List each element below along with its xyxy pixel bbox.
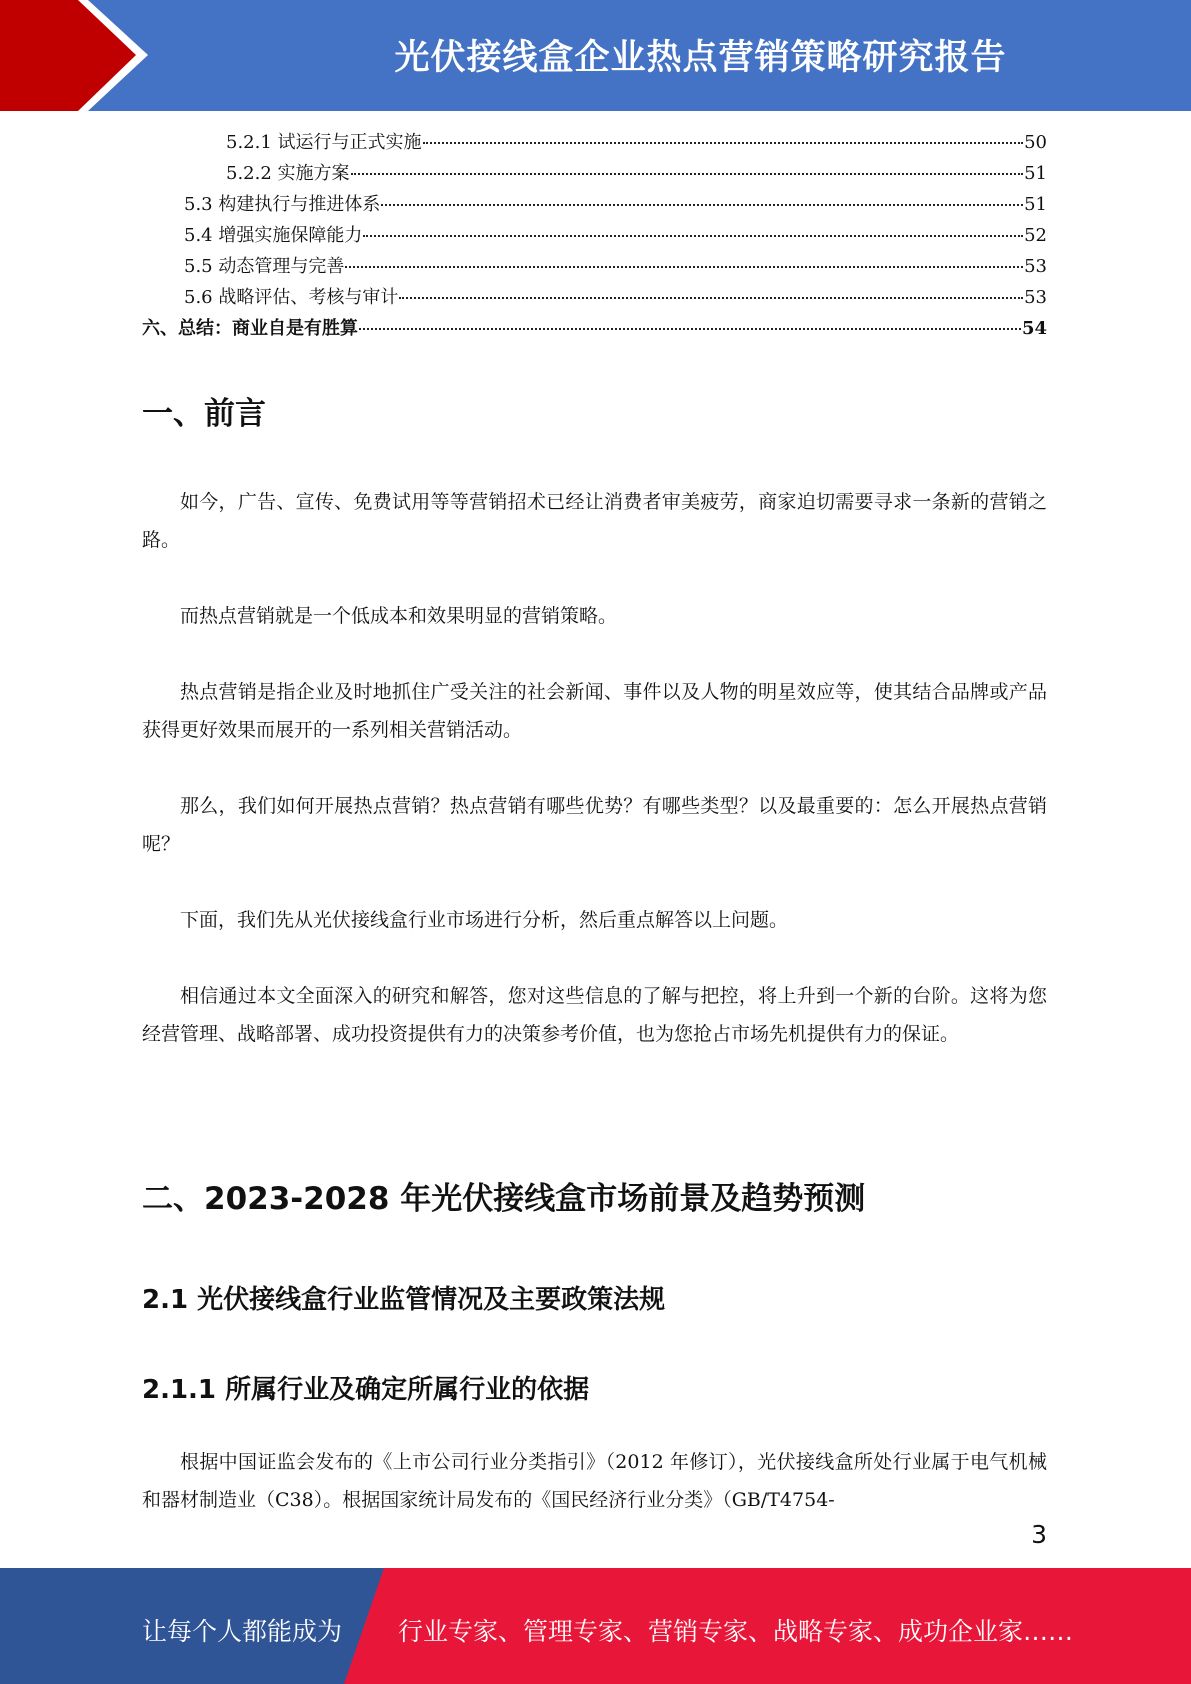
- footer-slogan-left: 让每个人都能成为: [142, 1617, 343, 1646]
- toc-entry-label: 5.4 增强实施保障能力: [184, 225, 363, 246]
- section-heading-market-forecast: 二、2023-2028 年光伏接线盒市场前景及趋势预测: [142, 1181, 866, 1217]
- body-paragraph: 如今，广告、宣传、免费试用等等营销招术已经让消费者审美疲劳，商家迫切需要寻求一条新的营销之路。: [142, 491, 1047, 551]
- toc-entry-label: 六、总结：商业自是有胜算: [142, 318, 358, 339]
- body-paragraph: 热点营销是指企业及时地抓住广受关注的社会新闻、事件以及人物的明星效应等，使其结合品牌或产品获得更好效果而展开的一系列相关营销活动。: [142, 681, 1047, 741]
- body-paragraph: 下面，我们先从光伏接线盒行业市场进行分析，然后重点解答以上问题。: [180, 909, 789, 931]
- toc-leader-dots: [381, 204, 1023, 206]
- body-paragraph: 而热点营销就是一个低成本和效果明显的营销策略。: [180, 605, 618, 627]
- body-paragraph: 根据中国证监会发布的《上市公司行业分类指引》（2012 年修订），光伏接线盒所处行业属于电气机械和器材制造业（C38）。根据国家统计局发布的《国民经济行业分类》（GB/T4754-: [142, 1451, 1047, 1511]
- toc-entry[interactable]: [142, 314, 1047, 345]
- footer-slogan-right: 行业专家、管理专家、营销专家、战略专家、成功企业家……: [398, 1617, 1074, 1646]
- toc-entry-page: 53: [1024, 287, 1047, 308]
- toc-entry-label: 5.5 动态管理与完善: [184, 256, 345, 277]
- toc-entry-page: 51: [1024, 163, 1047, 184]
- toc-entry-label: 5.6 战略评估、考核与审计: [184, 287, 399, 308]
- page-number: 3: [1031, 1520, 1047, 1549]
- toc-entry-label: 5.2.2 实施方案: [226, 163, 350, 184]
- toc-leader-dots: [363, 235, 1023, 237]
- subsubsection-heading: 2.1.1 所属行业及确定所属行业的依据: [142, 1375, 590, 1405]
- toc-entry-page: 53: [1024, 256, 1047, 277]
- toc-entry-page: 50: [1024, 132, 1047, 153]
- header-banner: [0, 0, 1191, 111]
- toc-entry[interactable]: [142, 128, 1047, 159]
- toc-leader-dots: [345, 266, 1023, 268]
- toc-entry[interactable]: [142, 159, 1047, 190]
- toc-entry-label: 5.3 构建执行与推进体系: [184, 194, 381, 215]
- body-paragraph: 那么，我们如何开展热点营销？热点营销有哪些优势？有哪些类型？以及最重要的：怎么开展热点营销呢？: [142, 795, 1047, 855]
- toc-entry[interactable]: [142, 221, 1047, 252]
- toc-entry-page: 52: [1024, 225, 1047, 246]
- body-paragraph: 相信通过本文全面深入的研究和解答，您对这些信息的了解与把控，将上升到一个新的台阶。这将为您经营管理、战略部署、成功投资提供有力的决策参考价值，也为您抢占市场先机提供有力的保证。: [142, 985, 1047, 1045]
- toc-entry-label: 5.2.1 试运行与正式实施: [226, 132, 422, 153]
- toc-entry-page: 54: [1021, 318, 1047, 339]
- toc-leader-dots: [359, 328, 1021, 330]
- subsection-heading: 2.1 光伏接线盒行业监管情况及主要政策法规: [142, 1285, 666, 1315]
- footer-banner: [0, 1568, 1191, 1684]
- toc-leader-dots: [423, 142, 1024, 144]
- report-title: 光伏接线盒企业热点营销策略研究报告: [394, 38, 1007, 78]
- toc-leader-dots: [351, 173, 1024, 175]
- toc-entry[interactable]: [142, 252, 1047, 283]
- toc-leader-dots: [399, 297, 1023, 299]
- toc-entry[interactable]: [142, 283, 1047, 314]
- table-of-contents: [142, 128, 1047, 345]
- section-heading-preface: 一、前言: [142, 396, 266, 432]
- toc-entry[interactable]: [142, 190, 1047, 221]
- toc-entry-page: 51: [1024, 194, 1047, 215]
